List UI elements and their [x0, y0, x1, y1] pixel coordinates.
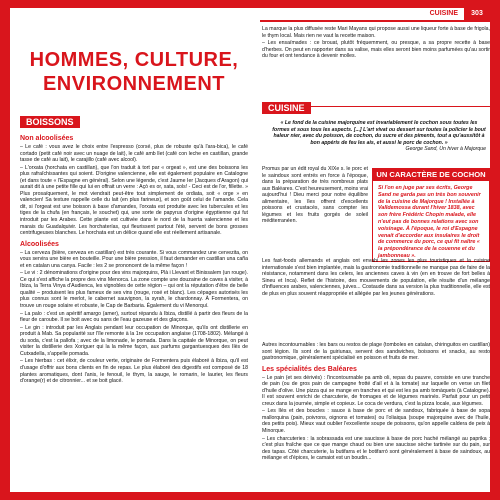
right-top-column: [262, 26, 490, 61]
section-tag-cuisine: CUISINE: [262, 102, 311, 114]
paragraph: – Les charcuteries : la sobrassada est une saucisse à base de porc haché mélangé au paprika ; c'est plus fraîche que ce que mange chaud ou bien une saucisse sèche tartinée sur du pain, sur des tapas. Côté charcuterie, la butifarra et le botifarró sont généralement à base de saindoux, au mélange et d'épices, le camaiot est un boudin...: [262, 435, 490, 462]
chapter-title: [20, 48, 248, 96]
paragraph: – Le vi : 2 dénominations d'origine pour des vins majorquins, Plà i Llevant et Binissalem (un rouge). Ce qui s'est affiche la propre des vins Menorca. La zone compte une douzaine de caves à visiter, à Ibiza, la Terra Vinya d'Audienca, les vignobles de cette région – qui ont la réputation d'être de belle qualité – produisent les plus fameux de ses vins (rouge, rosé et blanc). Les cépages autorisés les plus connus sont le merlot, le cabernet sauvignon, la syrah, le chardonnay. À Formentera, on trouve un rouge solaire et robuste, le Cap de Barbaria. Également du vi Menorquí.: [20, 270, 248, 310]
paragraph: La marque la plus diffusée reste Mari Mayans qui propose aussi une liqueur forte à base de frigola, le thym local. Mais rien ne vaut la recette maison.: [262, 26, 490, 39]
subhead-non-alcool: Non alcoolisées: [20, 135, 74, 142]
header-rule: [260, 20, 490, 22]
quote-text: « Le fond de la cuisine majorquine est invariablement le cochon sous toutes les formes et sous tous les aspects. [...] L'art vivat ou dessert sur toutes la policier le bout haleur nier, avec du poisson, de cochon, du sucre et des piments, tout a qu'aussitôt à bon appéris de feu les ais, et aussi le porc de cochon. »: [272, 120, 486, 146]
sidebar-box: [372, 168, 490, 262]
pull-quote: [272, 120, 486, 153]
paragraph: – Les ensaïmades : ce brouat, plutôt fréquemment, ou presque, a sa propre recette à base d'herbes. On peut en rapporter dans sa valise, mais elles seront bien moins parfumées qu'au sortir du four et ont tendance à devenir molles.: [262, 40, 490, 60]
specialites-column: [262, 342, 490, 463]
paragraph: – Le café : vous avez le choix entre l'espresso (corsé, plus de robuste qu'à l'ara-bica), le café cortado (petit café noir avec un nuage de lait), le café amb llet (café con leche en castillan, grande tasse de café au lait), le carajillo (café avec alcool).: [20, 144, 248, 164]
left-column: [20, 114, 248, 386]
paragraph: – La palo : c'est un apéritif amargo (amer), surtout répandu à Ibiza, distillé à partir des fleurs de la fleur de caroube. Il se boit avec ou sans de l'eau gazeuse et des glaçons.: [20, 310, 248, 324]
chapter-title-line1: HOMMES, CULTURE,: [29, 49, 239, 71]
right-bottom-column: [262, 258, 490, 298]
paragraph: – Le pain (et ses dérivés) : l'incontournable pa amb oli, repas du pauvre, consiste en une tranche de pain (ou de gros pain de campagne frotté d'ail et à la tomate) sur laquelle on verse un filet d'huile d'olive. Une pizza qui se mange en tranches et qui est les pa amb tomàquets (à Catalogne). Il est souvent enrichi de charcuterie, de fromages et de légumes marinés. Parfait pour un petit creux dans la journée, simple et copieux. Le coca de verdura, c'est la pizza locale, aux légumes.: [262, 374, 490, 407]
quote-source: George Sand, Un hiver à Majorque: [405, 146, 486, 153]
page-number: 303: [464, 8, 490, 20]
page: [10, 8, 490, 492]
page-header: [10, 8, 490, 22]
paragraph: Les fast-foods allemands et anglais ont envahi les zones les plus touristiques et la cuisine internationale s'est bien implantée, mais la gastronomie traditionnelle ne manque pas de faire de la résistance, notamment dans les celers, les anciennes caves à vin (en en trouve de fort belles à Sineu et Inca). Reflet de l'histoire, des mouvements de population, elle résulte d'un mélange d'influences arabes, valenciennes, juives... Costaude dans sa version la plus traditionnelle, elle est de plus en plus souvent réappropriée et allégée par les jeunes générations.: [262, 258, 490, 297]
paragraph: – Les Ilès et des boucles : sauce à base de porc et de sandoux, fabriquée à base de sopa mallorquina (pain, poivrons, oignons et tomates) ou l'oliaiqua (soupe majorquine avec de l'huile, des petits pois). Mieux vaut oublier l'excellente soupe de poissons, qu'on appelle caldera de peix à Minorque.: [262, 408, 490, 435]
cuisine-rule: [310, 106, 490, 107]
subhead-alcool: Alcoolisées: [20, 240, 59, 248]
running-header: CUISINE: [429, 10, 458, 17]
middle-column: [262, 166, 368, 226]
paragraph: Autres incontournables : les bars ou restos de plage (tomboles en catalan, chiringuitos en castillan) sont légion. Ils sont de la guiriunas, servent des sandwiches, boissons et snacks, au resto gastronomique, généralement spécialisé en poisson et fruits de mer.: [262, 342, 490, 362]
paragraph: – La cerveza (bière, cerveza en castillan) est très courante. Si vous commandez une cervezita, on vous servira une bière en bouteille. Pour une bière pression, il faut demander en castillan una caña et en catalan una canya. Facile : les 2 se prononcent de la même façon !: [20, 249, 248, 269]
paragraph: – Le gin : introduit par les Anglais pendant leur occupation de Minorque, qu'ils ont distillerie en produit à Mab. Sa popularité sur l'île remonte à la 1re occupation anglaise (1708-1802). Mélangé à du soda, c'est la pallofa ; avec de la limonade, le pomada. Dans la capitale de Minorque, on peut visiter la distillerie des Xoriguer qui la la même façon, aux parfums gargantuesques des Ilès de Cutxadella, s'appelle pomada.: [20, 324, 248, 357]
section-tag-boissons: BOISSONS: [20, 116, 80, 128]
subhead-specialites: Les spécialités des Baléares: [262, 365, 357, 373]
paragraph: – L'orxata (horchata en castillan), que l'on traduit à tort par « orgeat », est une des boissons les plus rafraîchissantes qui soient. D'origine valencienne, elle est également populaire en Catalogne (et dans toute « l'Espagne en général). Selon une légende, c'est Jaume Ier (Jacques d'Aragon) qui aurait dit à une petite fille qui lui en offrait un verre : Açò es or, xata, sols! - Ceci est de l'or, fillette. » Plus prosaïquement, le mot viendrait peut-être tout simplement de ordiata, soit « orge » en valencien! Sa texture rappelle celle du lait (en plus farineux), et son goût celui de l'amande. Cela dit, si l'orgeat est une boisson à base d'amandes, l'orxata est produite avec les tubercules et les tiges de la chufa (en français, le souchet) qui, une sorte de papyrus d'origine égyptienne qui fut introduit par les Arabes. Cette plante est cultivée dans le nord de la huerta valencienne et les marais du Guadalquivir. Les horchaterías, qui fleurissent partout l'été, servent de bons grosses centrifugeuses blanches. Le horchata est un délice quand elle est réellement artisanale.: [20, 164, 248, 237]
paragraph: – Les hierbas : cet élixir, de couleur verte, originaire de Formentera puis élaboré à Ibiza, qu'il est d'usage d'offrir aux bons clients en fin de repas. Le plus élaboré des digestifs est composé de 18 plantes aromatiques, dont l'anis, le fenouil, le thym, la sauge, le romarin, le laurier, les fleurs d'orange(r) et de citronnier... et se boit glacé.: [20, 358, 248, 385]
paragraph: Promus par un édit royal du XIXe s. le porc et le saindoux sont entrés en force à l'époque, dans la préparation de très nombreux plats aux Baléares. C'est heureusement, moins vrai aujourd'hui ! Dieu merci pour notre équilibre alimentaire, les îles offrent d'excellents poissons et crustacés, sans compter les légumes et les fruits gorgés de soleil méditerranéen.: [262, 166, 368, 225]
chapter-title-line2: ENVIRONNEMENT: [42, 73, 226, 95]
box-text: Si l'on en juge par ses écrits, George Sand ne garda pas un très bon souvenir de la cuisine de Majorque ! Installée à Valldemossa durant l'hiver 1838, avec son frère Frédéric Chopin malade, elle n'eut pas de bonnes relations avec son voisinage. À l'époque, le roi d'Espagne venait d'accorder aux insulaires le droit de commerce du porc, ce qui fit naître « la prépondérance de la couenne et du jambonneau ».: [378, 185, 481, 259]
box-title: UN CARACTÈRE DE COCHON: [373, 169, 489, 181]
